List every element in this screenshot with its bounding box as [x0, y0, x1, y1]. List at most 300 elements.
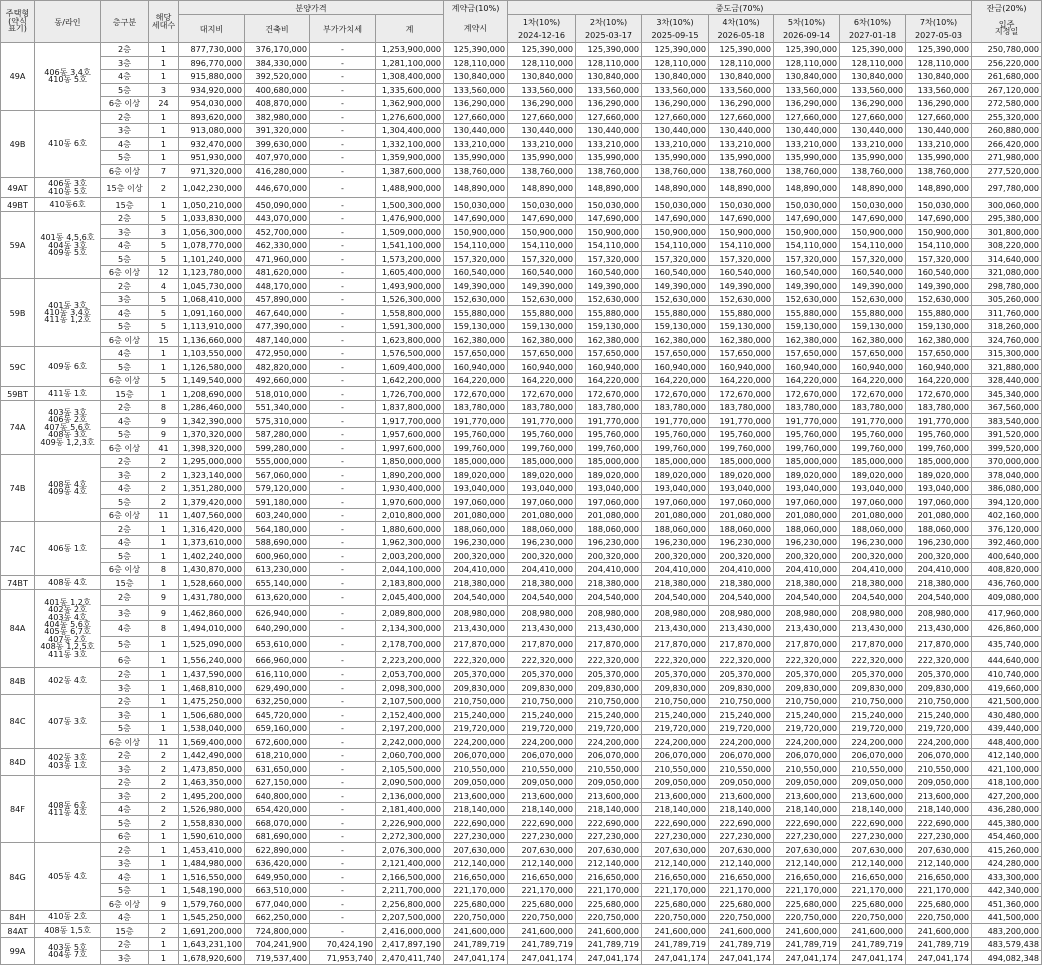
- contract-cell: 185,000,000: [444, 454, 508, 468]
- units-cell: 5: [149, 238, 179, 252]
- installment-cell: 209,050,000: [642, 775, 709, 789]
- balance-cell: 324,760,000: [972, 333, 1042, 347]
- installment-cell: 209,830,000: [642, 681, 709, 695]
- installment-cell: 213,430,000: [840, 621, 906, 637]
- installment-cell: 136,290,000: [508, 97, 576, 111]
- land-cell: 1,545,250,000: [179, 910, 245, 924]
- units-cell: 15: [149, 333, 179, 347]
- table-row: [1, 621, 1042, 637]
- contract-cell: 204,540,000: [444, 589, 508, 605]
- installment-cell: 133,210,000: [642, 137, 709, 151]
- total-cell: 2,134,300,000: [376, 621, 444, 637]
- installment-cell: 222,320,000: [709, 652, 774, 668]
- contract-cell: 147,690,000: [444, 211, 508, 225]
- installment-cell: 206,070,000: [906, 748, 972, 762]
- units-cell: 1: [149, 43, 179, 57]
- installment-cell: 191,770,000: [709, 414, 774, 428]
- header-units: 해당 세대수: [149, 1, 179, 43]
- installment-cell: 183,780,000: [508, 400, 576, 414]
- installment-cell: 164,220,000: [906, 373, 972, 387]
- units-cell: 4: [149, 279, 179, 293]
- installment-cell: 193,040,000: [508, 481, 576, 495]
- total-cell: 2,121,400,000: [376, 856, 444, 870]
- type-cell: 74B: [1, 454, 35, 522]
- installment-cell: 222,690,000: [508, 816, 576, 830]
- total-cell: 1,253,900,000: [376, 43, 444, 57]
- installment-cell: 128,110,000: [508, 56, 576, 70]
- total-cell: 1,970,600,000: [376, 495, 444, 509]
- building-cell: 719,537,400: [245, 951, 310, 965]
- land-cell: 915,880,000: [179, 70, 245, 84]
- floor-cell: 2층: [101, 937, 149, 951]
- installment-cell: 213,600,000: [508, 789, 576, 803]
- land-cell: 1,398,320,000: [179, 441, 245, 455]
- header-land: 대지비: [179, 15, 245, 43]
- balance-cell: 277,520,000: [972, 164, 1042, 178]
- vat-cell: -: [310, 178, 376, 198]
- contract-cell: 133,560,000: [444, 83, 508, 97]
- installment-cell: 160,940,000: [906, 360, 972, 374]
- units-cell: 5: [149, 373, 179, 387]
- table-row: [1, 319, 1042, 333]
- installment-cell: 149,390,000: [906, 279, 972, 293]
- land-cell: 913,080,000: [179, 124, 245, 138]
- installment-cell: 241,789,719: [642, 937, 709, 951]
- installment-cell: 218,380,000: [508, 576, 576, 590]
- installment-cell: 128,110,000: [642, 56, 709, 70]
- installment-cell: 149,390,000: [840, 279, 906, 293]
- installment-cell: 199,760,000: [576, 441, 642, 455]
- building-cell: 467,640,000: [245, 306, 310, 320]
- vat-cell: -: [310, 535, 376, 549]
- units-cell: 9: [149, 897, 179, 911]
- installment-cell: 136,290,000: [642, 97, 709, 111]
- installment-cell: 135,990,000: [508, 151, 576, 165]
- balance-cell: 418,100,000: [972, 775, 1042, 789]
- installment-cell: 210,750,000: [508, 694, 576, 708]
- balance-cell: 410,740,000: [972, 667, 1042, 681]
- land-cell: 1,342,390,000: [179, 414, 245, 428]
- balance-cell: 402,160,000: [972, 508, 1042, 522]
- balance-cell: 314,640,000: [972, 252, 1042, 266]
- installment-cell: 209,830,000: [576, 681, 642, 695]
- installment-cell: 128,110,000: [840, 56, 906, 70]
- total-cell: 2,256,800,000: [376, 897, 444, 911]
- installment-cell: 154,110,000: [840, 238, 906, 252]
- installment-cell: 205,370,000: [906, 667, 972, 681]
- land-cell: 1,373,610,000: [179, 535, 245, 549]
- installment-cell: 220,750,000: [709, 910, 774, 924]
- units-cell: 2: [149, 481, 179, 495]
- vat-cell: -: [310, 775, 376, 789]
- units-cell: 24: [149, 97, 179, 111]
- units-cell: 1: [149, 870, 179, 884]
- installment-date: 2025-09-15: [642, 29, 709, 43]
- building-cell: 518,010,000: [245, 387, 310, 401]
- type-cell: 84C: [1, 694, 35, 748]
- building-cell: 446,670,000: [245, 178, 310, 198]
- type-cell: 84A: [1, 589, 35, 667]
- units-cell: 2: [149, 495, 179, 509]
- balance-cell: 321,080,000: [972, 265, 1042, 279]
- table-row: [1, 211, 1042, 225]
- table-row: [1, 721, 1042, 735]
- installment-cell: 136,290,000: [774, 97, 840, 111]
- floor-cell: 6층 이상: [101, 508, 149, 522]
- table-row: [1, 164, 1042, 178]
- installment-cell: 195,760,000: [774, 427, 840, 441]
- contract-cell: 135,990,000: [444, 151, 508, 165]
- contract-cell: 210,750,000: [444, 694, 508, 708]
- installment-cell: 218,140,000: [840, 802, 906, 816]
- table-row: [1, 762, 1042, 776]
- balance-cell: 266,420,000: [972, 137, 1042, 151]
- installment-cell: 224,200,000: [508, 735, 576, 749]
- vat-cell: -: [310, 164, 376, 178]
- type-cell: 49AT: [1, 178, 35, 198]
- installment-cell: 130,840,000: [576, 70, 642, 84]
- installment-cell: 148,890,000: [508, 178, 576, 198]
- installment-cell: 206,070,000: [840, 748, 906, 762]
- units-cell: 2: [149, 748, 179, 762]
- vat-cell: -: [310, 829, 376, 843]
- table-row: [1, 681, 1042, 695]
- installment-cell: 125,390,000: [709, 43, 774, 57]
- installment-cell: 133,560,000: [508, 83, 576, 97]
- units-cell: 1: [149, 151, 179, 165]
- units-cell: 2: [149, 802, 179, 816]
- installment-cell: 219,720,000: [642, 721, 709, 735]
- total-cell: 1,500,300,000: [376, 198, 444, 212]
- installment-cell: 199,760,000: [906, 441, 972, 455]
- type-cell: 49B: [1, 110, 35, 178]
- contract-cell: 159,130,000: [444, 319, 508, 333]
- installment-cell: 217,870,000: [576, 636, 642, 652]
- land-cell: 1,042,230,000: [179, 178, 245, 198]
- installment-cell: 219,720,000: [576, 721, 642, 735]
- installment-cell: 148,890,000: [840, 178, 906, 198]
- table-row: [1, 252, 1042, 266]
- installment-cell: 213,600,000: [642, 789, 709, 803]
- installment-cell: 225,680,000: [906, 897, 972, 911]
- installment-cell: 191,770,000: [508, 414, 576, 428]
- installment-cell: 205,370,000: [774, 667, 840, 681]
- units-cell: 1: [149, 137, 179, 151]
- units-cell: 1: [149, 110, 179, 124]
- installment-cell: 227,230,000: [906, 829, 972, 843]
- balance-cell: 376,120,000: [972, 522, 1042, 536]
- contract-cell: 219,720,000: [444, 721, 508, 735]
- total-cell: 1,609,400,000: [376, 360, 444, 374]
- installment-cell: 125,390,000: [840, 43, 906, 57]
- installment-cell: 159,130,000: [709, 319, 774, 333]
- contract-cell: 247,041,174: [444, 951, 508, 965]
- units-cell: 1: [149, 549, 179, 563]
- installment-label: 4차(10%): [709, 15, 774, 29]
- floor-cell: 6층 이상: [101, 562, 149, 576]
- installment-cell: 207,630,000: [840, 843, 906, 857]
- table-row: [1, 400, 1042, 414]
- table-row: [1, 178, 1042, 198]
- table-row: [1, 589, 1042, 605]
- installment-cell: 209,830,000: [774, 681, 840, 695]
- installment-cell: 130,440,000: [774, 124, 840, 138]
- installment-cell: 150,900,000: [576, 225, 642, 239]
- type-cell: 84H: [1, 910, 35, 924]
- dong-cell: 410동 6호: [35, 110, 101, 178]
- installment-cell: 159,130,000: [576, 319, 642, 333]
- installment-cell: 218,380,000: [840, 576, 906, 590]
- floor-cell: 4층: [101, 802, 149, 816]
- floor-cell: 3층: [101, 292, 149, 306]
- installment-cell: 193,040,000: [576, 481, 642, 495]
- building-cell: 400,680,000: [245, 83, 310, 97]
- installment-cell: 155,880,000: [709, 306, 774, 320]
- units-cell: 1: [149, 708, 179, 722]
- building-cell: 551,340,000: [245, 400, 310, 414]
- units-cell: 5: [149, 292, 179, 306]
- total-cell: 1,488,900,000: [376, 178, 444, 198]
- building-cell: 376,170,000: [245, 43, 310, 57]
- units-cell: 2: [149, 789, 179, 803]
- units-cell: 8: [149, 562, 179, 576]
- installment-cell: 241,789,719: [709, 937, 774, 951]
- land-cell: 1,295,000,000: [179, 454, 245, 468]
- installment-cell: 225,680,000: [840, 897, 906, 911]
- installment-cell: 221,170,000: [840, 883, 906, 897]
- installment-cell: 133,560,000: [840, 83, 906, 97]
- type-cell: 59A: [1, 211, 35, 279]
- dong-cell: 408동 4호 409동 4호: [35, 454, 101, 522]
- floor-cell: 2층: [101, 211, 149, 225]
- units-cell: 3: [149, 83, 179, 97]
- installment-cell: 216,650,000: [508, 870, 576, 884]
- table-row: [1, 414, 1042, 428]
- floor-cell: 5층: [101, 252, 149, 266]
- table-row: [1, 43, 1042, 57]
- installment-cell: 219,720,000: [840, 721, 906, 735]
- installment-cell: 210,550,000: [642, 762, 709, 776]
- table-row: [1, 360, 1042, 374]
- installment-cell: 222,320,000: [576, 652, 642, 668]
- table-row: [1, 373, 1042, 387]
- vat-cell: -: [310, 70, 376, 84]
- installment-cell: 217,870,000: [774, 636, 840, 652]
- installment-cell: 183,780,000: [642, 400, 709, 414]
- table-row: [1, 427, 1042, 441]
- building-cell: 613,230,000: [245, 562, 310, 576]
- installment-label: 3차(10%): [642, 15, 709, 29]
- table-row: [1, 897, 1042, 911]
- floor-cell: 15층: [101, 198, 149, 212]
- installment-cell: 150,900,000: [840, 225, 906, 239]
- installment-cell: 241,789,719: [840, 937, 906, 951]
- installment-label: 6차(10%): [840, 15, 906, 29]
- installment-cell: 205,370,000: [508, 667, 576, 681]
- floor-cell: 4층: [101, 414, 149, 428]
- balance-cell: 367,560,000: [972, 400, 1042, 414]
- floor-cell: 3층: [101, 762, 149, 776]
- table-row: [1, 495, 1042, 509]
- installment-cell: 135,990,000: [840, 151, 906, 165]
- building-cell: 613,620,000: [245, 589, 310, 605]
- installment-cell: 183,780,000: [709, 400, 774, 414]
- building-cell: 382,980,000: [245, 110, 310, 124]
- header-dong: 동/라인: [35, 1, 101, 43]
- land-cell: 1,286,460,000: [179, 400, 245, 414]
- building-cell: 555,000,000: [245, 454, 310, 468]
- installment-cell: 125,390,000: [508, 43, 576, 57]
- installment-cell: 247,041,174: [642, 951, 709, 965]
- installment-cell: 215,240,000: [906, 708, 972, 722]
- floor-cell: 6층 이상: [101, 265, 149, 279]
- installment-cell: 241,600,000: [774, 924, 840, 938]
- units-cell: 1: [149, 535, 179, 549]
- contract-cell: 193,040,000: [444, 481, 508, 495]
- installment-cell: 160,540,000: [774, 265, 840, 279]
- installment-cell: 197,060,000: [642, 495, 709, 509]
- total-cell: 1,509,000,000: [376, 225, 444, 239]
- installment-cell: 227,230,000: [840, 829, 906, 843]
- installment-cell: 209,050,000: [508, 775, 576, 789]
- balance-cell: 448,400,000: [972, 735, 1042, 749]
- installment-cell: 200,320,000: [774, 549, 840, 563]
- units-cell: 11: [149, 735, 179, 749]
- installment-cell: 189,020,000: [709, 468, 774, 482]
- installment-cell: 133,560,000: [774, 83, 840, 97]
- vat-cell: -: [310, 110, 376, 124]
- installment-cell: 159,130,000: [508, 319, 576, 333]
- installment-cell: 127,660,000: [642, 110, 709, 124]
- installment-cell: 219,720,000: [774, 721, 840, 735]
- dong-cell: 411동 1호: [35, 387, 101, 401]
- total-cell: 1,281,100,000: [376, 56, 444, 70]
- installment-cell: 206,070,000: [774, 748, 840, 762]
- installment-cell: 204,410,000: [642, 562, 709, 576]
- table-row: [1, 576, 1042, 590]
- installment-cell: 222,690,000: [774, 816, 840, 830]
- installment-cell: 127,660,000: [709, 110, 774, 124]
- installment-cell: 130,840,000: [906, 70, 972, 84]
- land-cell: 1,494,010,000: [179, 621, 245, 637]
- installment-cell: 154,110,000: [508, 238, 576, 252]
- floor-cell: 2층: [101, 843, 149, 857]
- total-cell: 1,605,400,000: [376, 265, 444, 279]
- balance-cell: 424,280,000: [972, 856, 1042, 870]
- balance-cell: 421,500,000: [972, 694, 1042, 708]
- header-building: 건축비: [245, 15, 310, 43]
- total-cell: 1,890,200,000: [376, 468, 444, 482]
- table-row: [1, 468, 1042, 482]
- installment-cell: 147,690,000: [774, 211, 840, 225]
- installment-cell: 160,540,000: [642, 265, 709, 279]
- total-cell: 1,997,600,000: [376, 441, 444, 455]
- installment-cell: 148,890,000: [576, 178, 642, 198]
- installment-cell: 191,770,000: [642, 414, 709, 428]
- floor-cell: 6층 이상: [101, 97, 149, 111]
- installment-cell: 172,670,000: [709, 387, 774, 401]
- floor-cell: 3층: [101, 951, 149, 965]
- installment-date: 2026-05-18: [709, 29, 774, 43]
- installment-cell: 191,770,000: [576, 414, 642, 428]
- installment-cell: 204,410,000: [576, 562, 642, 576]
- installment-cell: 149,390,000: [709, 279, 774, 293]
- table-row: [1, 856, 1042, 870]
- contract-cell: 241,789,719: [444, 937, 508, 951]
- contract-cell: 172,670,000: [444, 387, 508, 401]
- floor-cell: 5층: [101, 83, 149, 97]
- installment-cell: 133,560,000: [709, 83, 774, 97]
- table-row: [1, 883, 1042, 897]
- balance-cell: 370,000,000: [972, 454, 1042, 468]
- units-cell: 1: [149, 667, 179, 681]
- floor-cell: 2층: [101, 454, 149, 468]
- installment-cell: 212,140,000: [774, 856, 840, 870]
- installment-cell: 152,630,000: [709, 292, 774, 306]
- installment-cell: 130,840,000: [508, 70, 576, 84]
- floor-cell: 4층: [101, 535, 149, 549]
- installment-cell: 185,000,000: [508, 454, 576, 468]
- contract-cell: 213,430,000: [444, 621, 508, 637]
- floor-cell: 6층 이상: [101, 164, 149, 178]
- header-contract: 계약금(10%): [444, 1, 508, 15]
- installment-cell: 213,600,000: [840, 789, 906, 803]
- installment-cell: 210,550,000: [906, 762, 972, 776]
- building-cell: 662,250,000: [245, 910, 310, 924]
- installment-cell: 200,320,000: [642, 549, 709, 563]
- balance-cell: 426,860,000: [972, 621, 1042, 637]
- building-cell: 640,800,000: [245, 789, 310, 803]
- vat-cell: -: [310, 843, 376, 857]
- table-row: [1, 535, 1042, 549]
- total-cell: 1,541,100,000: [376, 238, 444, 252]
- balance-cell: 436,760,000: [972, 576, 1042, 590]
- floor-cell: 3층: [101, 225, 149, 239]
- total-cell: 2,003,200,000: [376, 549, 444, 563]
- balance-cell: 392,460,000: [972, 535, 1042, 549]
- vat-cell: -: [310, 621, 376, 637]
- total-cell: 2,197,200,000: [376, 721, 444, 735]
- table-row: [1, 238, 1042, 252]
- installment-cell: 210,550,000: [840, 762, 906, 776]
- type-cell: 84G: [1, 843, 35, 911]
- installment-cell: 172,670,000: [576, 387, 642, 401]
- installment-cell: 152,630,000: [576, 292, 642, 306]
- installment-cell: 185,000,000: [840, 454, 906, 468]
- land-cell: 1,078,770,000: [179, 238, 245, 252]
- installment-cell: 189,020,000: [576, 468, 642, 482]
- land-cell: 1,113,910,000: [179, 319, 245, 333]
- contract-cell: 138,760,000: [444, 164, 508, 178]
- installment-cell: 207,630,000: [709, 843, 774, 857]
- vat-cell: -: [310, 667, 376, 681]
- installment-cell: 215,240,000: [840, 708, 906, 722]
- installment-cell: 149,390,000: [576, 279, 642, 293]
- building-cell: 655,140,000: [245, 576, 310, 590]
- installment-cell: 204,410,000: [906, 562, 972, 576]
- vat-cell: -: [310, 279, 376, 293]
- installment-cell: 207,630,000: [576, 843, 642, 857]
- installment-cell: 183,780,000: [906, 400, 972, 414]
- installment-cell: 207,630,000: [774, 843, 840, 857]
- installment-cell: 157,320,000: [508, 252, 576, 266]
- units-cell: 1: [149, 70, 179, 84]
- table-row: [1, 562, 1042, 576]
- installment-cell: 204,540,000: [709, 589, 774, 605]
- installment-cell: 127,660,000: [508, 110, 576, 124]
- installment-cell: 148,890,000: [642, 178, 709, 198]
- total-cell: 2,166,500,000: [376, 870, 444, 884]
